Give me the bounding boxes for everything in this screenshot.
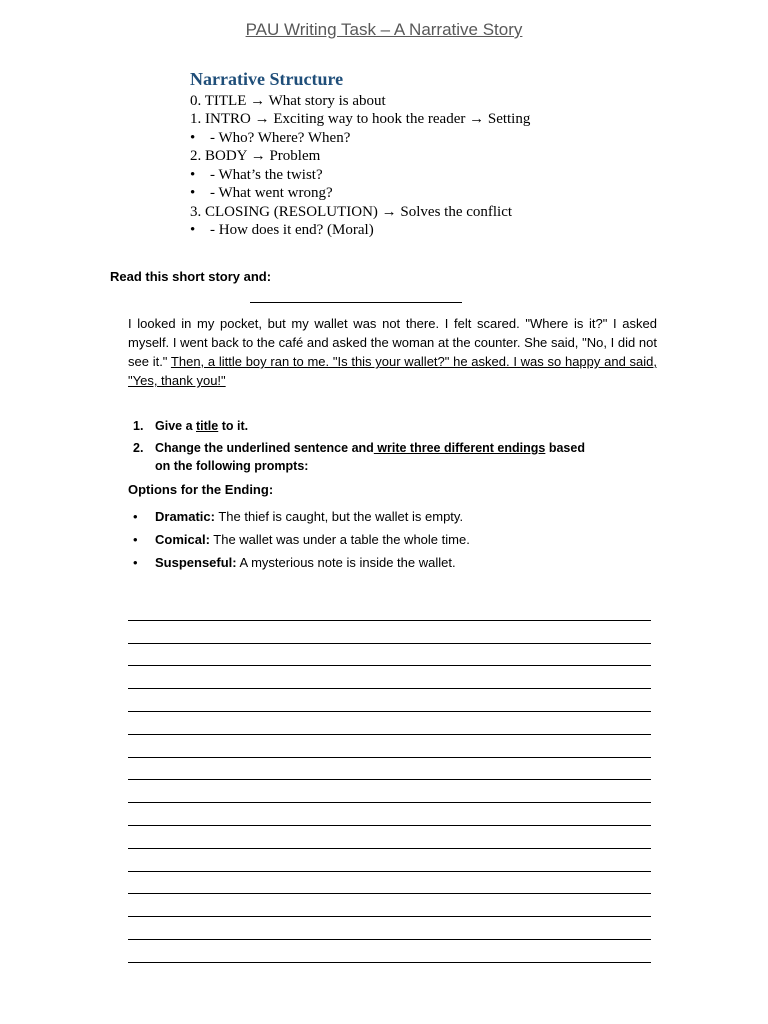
story-text: I looked in my pocket, but my wallet was not there. I felt scared. "Where is it?" I asked myself. I went back to the café and asked the woman at the counter. She said, "No, I did not see it." — [128, 316, 657, 369]
structure-line: • - What went wrong? — [190, 185, 333, 201]
writing-line[interactable] — [128, 940, 651, 963]
options-heading: Options for the Ending: — [128, 482, 274, 497]
bullet-icon: • — [190, 129, 196, 146]
bullet-icon: • — [190, 222, 196, 238]
writing-line[interactable] — [128, 598, 651, 621]
structure-line: 1. INTRO → Exciting way to hook the reader → Setting — [190, 111, 531, 127]
writing-line[interactable] — [128, 644, 651, 667]
structure-line: 2. BODY → Problem — [190, 148, 321, 164]
writing-area[interactable] — [128, 598, 651, 963]
writing-line[interactable] — [128, 621, 651, 644]
options-list — [133, 505, 470, 574]
writing-line[interactable] — [128, 758, 651, 781]
bullet-icon: • — [133, 509, 138, 524]
story-paragraph — [128, 314, 657, 390]
structure-line: • - What’s the twist? — [190, 166, 323, 183]
task-item-continued: on the following prompts: — [155, 459, 309, 473]
structure-line: 3. CLOSING (RESOLUTION) → Solves the conflict — [190, 203, 513, 220]
writing-line[interactable] — [128, 826, 651, 849]
structure-line: • - How does it end? (Moral) — [190, 222, 374, 238]
underlined-sentence: Then, a little boy ran to me. "Is this your wallet?" he asked. I was so happy and said, "Yes, thank you!" — [128, 354, 658, 388]
title-blank-line — [250, 302, 462, 303]
writing-line[interactable] — [128, 780, 651, 803]
task-list — [133, 417, 585, 475]
option-item: • Suspenseful: A mysterious note is inside the wallet. — [133, 551, 470, 574]
writing-line[interactable] — [128, 872, 651, 895]
bullet-icon: • — [133, 555, 138, 570]
option-item: • Dramatic: The thief is caught, but the wallet is empty. — [133, 505, 470, 528]
structure-line: • - Who? Where? When? — [190, 129, 351, 146]
page-title: PAU Writing Task – A Narrative Story — [245, 20, 523, 39]
task-item: 2. Change the underlined sentence and write three different endings based — [133, 441, 585, 455]
writing-line[interactable] — [128, 666, 651, 689]
bullet-icon: • — [190, 185, 196, 201]
read-instruction: Read this short story and: — [110, 269, 272, 284]
option-item: • Comical: The wallet was under a table the whole time. — [133, 528, 470, 551]
writing-line[interactable] — [128, 803, 651, 826]
bullet-icon: • — [190, 166, 196, 183]
structure-heading: Narrative Structure — [190, 69, 344, 89]
structure-line: 0. TITLE → What story is about — [190, 92, 386, 109]
writing-line[interactable] — [128, 917, 651, 940]
writing-line[interactable] — [128, 689, 651, 712]
writing-line[interactable] — [128, 712, 651, 735]
narrative-structure-image — [190, 70, 530, 240]
bullet-icon: • — [133, 532, 138, 547]
writing-line[interactable] — [128, 849, 651, 872]
writing-line[interactable] — [128, 894, 651, 917]
writing-line[interactable] — [128, 735, 651, 758]
task-item: 1. Give a title to it. — [133, 419, 249, 433]
